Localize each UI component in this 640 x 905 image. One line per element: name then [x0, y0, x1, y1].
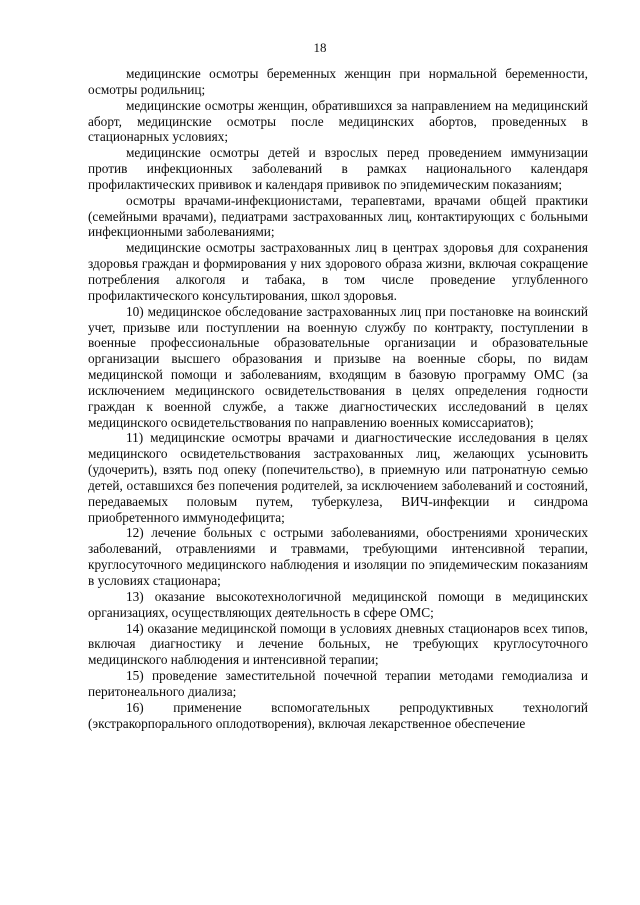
paragraph-item-13: 13) оказание высокотехнологичной медицинской помощи в медицинских организациях, осуществляющих деятельность в сфере ОМС;: [88, 588, 588, 620]
paragraph-item-15: 15) проведение заместительной почечной терапии методами гемодиализа и перитонеального диализа;: [88, 668, 588, 699]
paragraph-infection-contacts: осмотры врачами-инфекционистами, терапевтами, врачами общей практики (семейными врачами), педиатрами застрахованных лиц, контактирующих с больными инфекционными заболеваниями;: [88, 192, 588, 240]
document-body: [88, 66, 588, 731]
paragraph-item-14: 14) оказание медицинской помощи в условиях дневных стационаров всех типов, включая диагностику и лечение больных, не требующих круглосуточного медицинского наблюдения и интенсивной терапии;: [88, 620, 588, 668]
paragraph-item-10: 10) медицинское обследование застрахованных лиц при постановке на воинский учет, призыве или поступлении на военную службу по контракту, поступлении в военные профессиональные образовательные организации и образовательные организации высшего образования и призыве на военные сборы, по видам медицинской помощи и заболеваниям, входящим в базовую программу ОМС (за исключением медицинского освидетельствования в целях определения годности граждан к военной службе, а также диагностических исследований в целях медицинского освидетельствования по направлению военных комиссариатов);: [88, 303, 588, 430]
paragraph-immunization-exams: медицинские осмотры детей и взрослых перед проведением иммунизации против инфекционных заболеваний в рамках национального календаря профилактических прививок и календаря прививок по эпидемическим показаниям;: [88, 145, 588, 192]
paragraph-pregnant-exams: медицинские осмотры беременных женщин при нормальной беременности, осмотры родильниц;: [88, 66, 588, 97]
paragraph-item-11: 11) медицинские осмотры врачами и диагностические исследования в целях медицинского освидетельствования застрахованных лиц, желающих усыновить (удочерить), взять под опеку (попечительство), в приемную или патронатную семью детей, оставшихся без попечения родителей, за исключением заболеваний и состояний, передаваемых половым путем, туберкулеза, ВИЧ-инфекции и синдрома приобретенного иммунодефицита;: [88, 430, 588, 525]
paragraph-item-16: 16) применение вспомогательных репродуктивных технологий (экстракорпорального оплодотворения), включая лекарственное обеспечение: [88, 699, 588, 731]
paragraph-health-centers: медицинские осмотры застрахованных лиц в центрах здоровья для сохранения здоровья граждан и формирования у них здорового образа жизни, включая сокращение потребления алкоголя и табака, в том числе проведение углубленного профилактического консультирования, школ здоровья.: [88, 240, 588, 303]
page-number: 18: [313, 40, 327, 55]
paragraph-item-12: 12) лечение больных с острыми заболеваниями, обострениями хронических заболеваний, отравлениями и травмами, требующими интенсивной терапии, круглосуточного медицинского наблюдения и изоляции по эпидемическим показаниям в условиях стационара;: [88, 525, 588, 588]
paragraph-abortion-exams: медицинские осмотры женщин, обратившихся за направлением на медицинский аборт, медицинские осмотры после медицинских абортов, проведенных в стационарных условиях;: [88, 97, 588, 145]
